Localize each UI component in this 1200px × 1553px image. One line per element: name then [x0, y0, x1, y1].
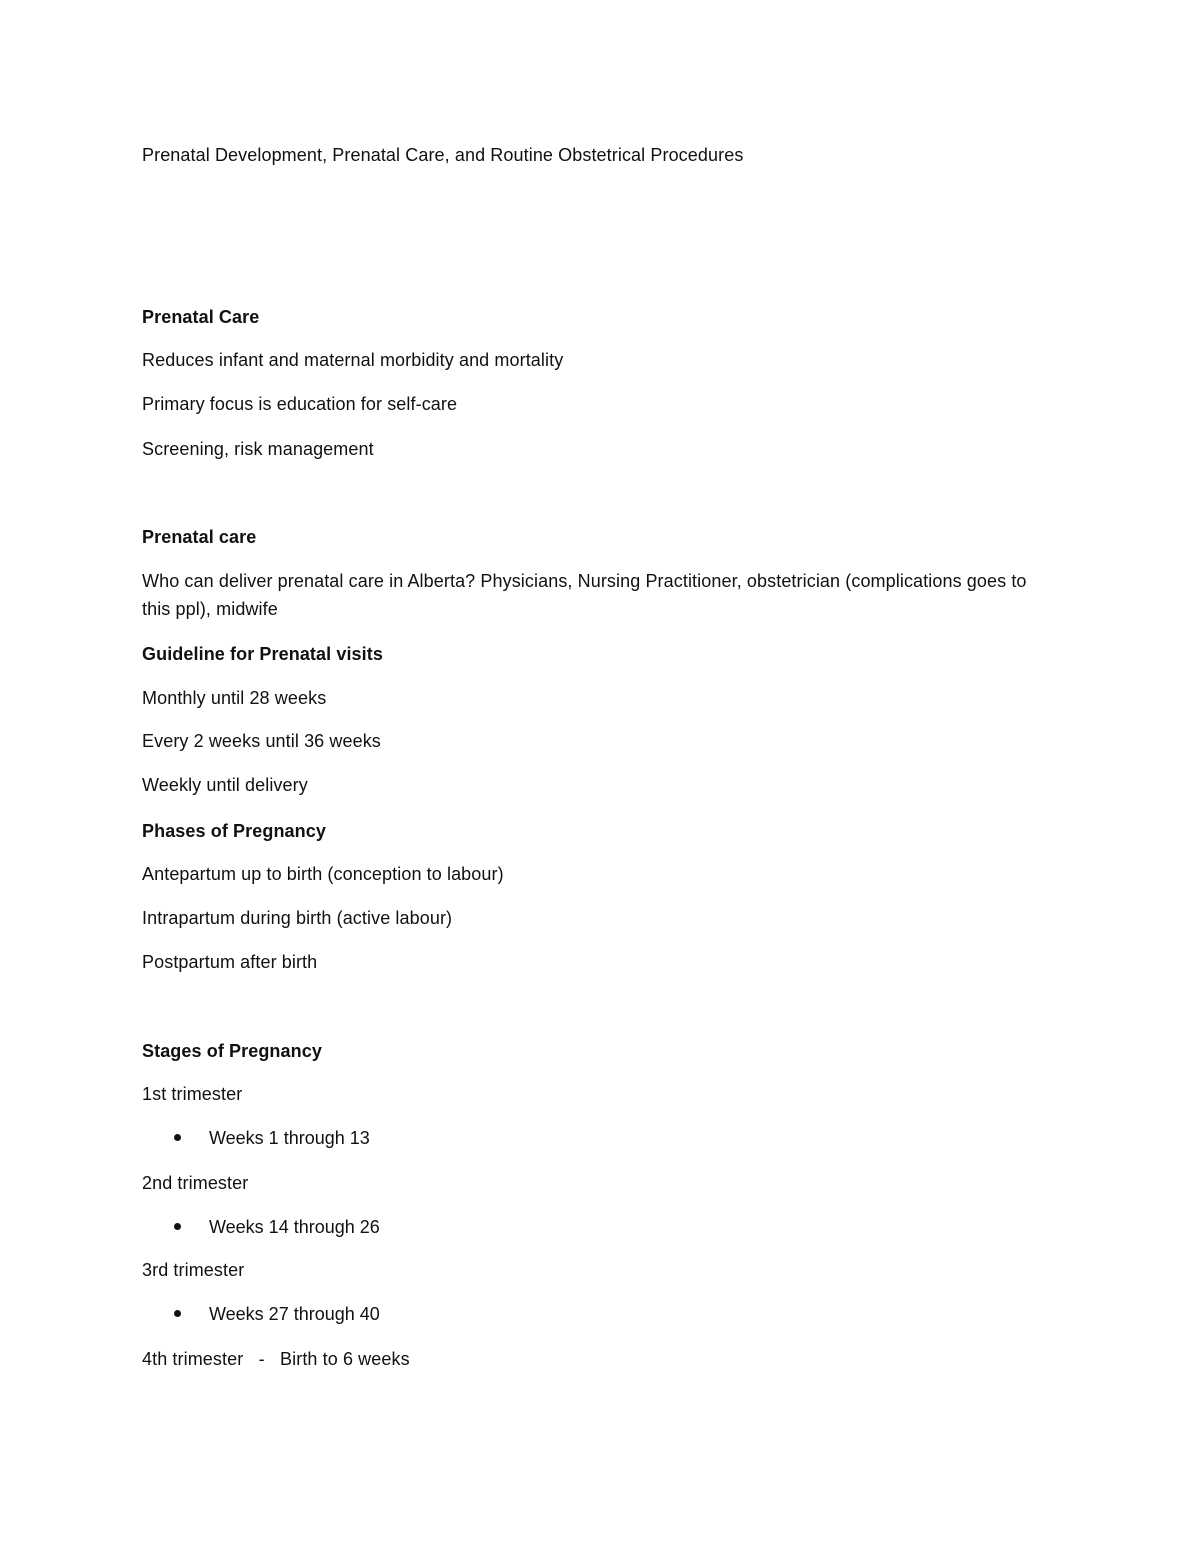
heading-guideline: Guideline for Prenatal visits	[142, 644, 383, 664]
heading-phases: Phases of Pregnancy	[142, 821, 326, 841]
text-line: Reduces infant and maternal morbidity and mortality	[142, 350, 564, 370]
bullet-text: Weeks 27 through 40	[209, 1304, 380, 1324]
text-line: Primary focus is education for self-care	[142, 394, 458, 414]
bullet-icon	[174, 1134, 181, 1141]
bullet-icon	[174, 1223, 181, 1230]
bullet-icon	[174, 1310, 181, 1317]
text-paragraph: Who can deliver prenatal care in Alberta? Physicians, Nursing Practitioner, obstetrician (complications goes to this ppl), midwife	[142, 571, 1027, 619]
text-line: Intrapartum during birth (active labour)	[142, 908, 453, 928]
text-line: Postpartum after birth	[142, 952, 318, 972]
document-title: Prenatal Development, Prenatal Care, and Routine Obstetrical Procedures	[142, 145, 744, 165]
trimester-label: 3rd trimester	[142, 1260, 245, 1280]
trimester-label: 1st trimester	[142, 1084, 243, 1104]
text-line: Monthly until 28 weeks	[142, 688, 327, 708]
text-line: Every 2 weeks until 36 weeks	[142, 731, 381, 751]
bullet-text: Weeks 1 through 13	[209, 1128, 370, 1148]
text-line: Antepartum up to birth (conception to labour)	[142, 864, 504, 884]
heading-stages: Stages of Pregnancy	[142, 1041, 322, 1061]
heading-prenatal-care-2: Prenatal care	[142, 527, 257, 547]
bullet-item	[174, 1300, 380, 1328]
bullet-item	[174, 1213, 380, 1241]
fourth-trimester-line: 4th trimester - Birth to 6 weeks	[142, 1349, 410, 1369]
bullet-text: Weeks 14 through 26	[209, 1217, 380, 1237]
trimester-label: 2nd trimester	[142, 1173, 249, 1193]
text-line: Screening, risk management	[142, 439, 374, 459]
text-line: Weekly until delivery	[142, 775, 308, 795]
bullet-item	[174, 1124, 370, 1152]
heading-prenatal-care: Prenatal Care	[142, 307, 260, 327]
